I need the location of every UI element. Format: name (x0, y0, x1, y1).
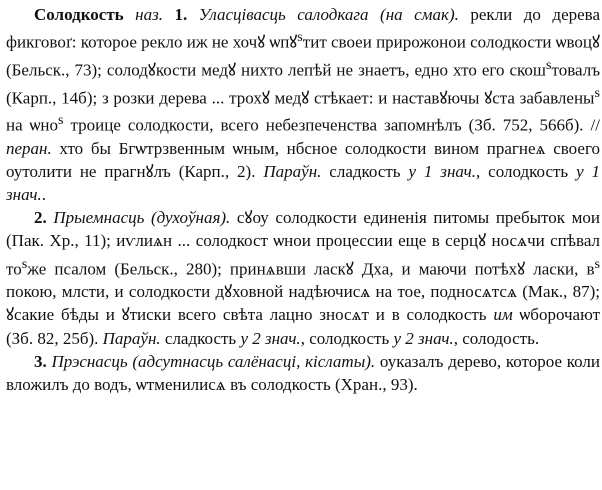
superscript: s (594, 255, 600, 272)
sense-3-number: 3. (34, 351, 47, 371)
sense-2-paragraph (6, 206, 600, 349)
emphasis: им (493, 305, 513, 325)
superscript: s (546, 56, 552, 73)
sense-1-text: товалъ (Карп., 14б); з розки дерева ... трохꙋ медꙋ стѣкает: и наставꙋючы ꙋста забавлены (6, 60, 600, 108)
part-of-speech: наз. (135, 5, 163, 24)
sense-2-text: же псалом (Бельск., 280); принѧвши ласкꙋ Дха, и маючи потѣхꙋ ласки, в (27, 259, 595, 279)
sense-reference: у 2 знач. (240, 328, 301, 348)
synonym-label: Параўн. (263, 162, 322, 182)
superscript: s (594, 84, 600, 101)
dictionary-entry (6, 3, 600, 396)
superscript: s (21, 255, 28, 272)
sense-1-text: рекли до дерева фикговоґ: которое рекло иж не хочꙋ ѡпꙋ (6, 5, 601, 52)
sense-2-text: , солодкость (300, 328, 394, 348)
separator: // (583, 116, 600, 135)
sense-1-text: хто бы Бгѡтрзвенным ѡным, нбсное солодкости вином прагнеѧ своего оутолити не прагнꙋлъ (Карп., 2). (6, 139, 600, 182)
sense-3-paragraph (6, 350, 600, 396)
figurative-mark: перан. (6, 139, 52, 159)
sense-1-text: на ѡно (6, 116, 58, 135)
sense-3-text: оуказалъ дерево, которое коли вложилъ до водъ, ѡтменилисѧ въ солодкость (Хран., 93). (6, 351, 600, 394)
superscript: s (58, 112, 64, 129)
sense-1-definition: Уласцівасць салодкага (на смак). (198, 5, 459, 24)
sense-1-text: сладкость (321, 162, 409, 182)
sense-2-text: ѡборочают (Зб. 82, 25б). (6, 305, 601, 348)
sense-2-text: сладкость (160, 328, 241, 348)
sense-reference: у 1 знач. (6, 162, 601, 205)
sense-2-text: , солодость. (453, 328, 540, 348)
synonym-label: Параўн. (102, 328, 161, 348)
sense-2-number: 2. (34, 208, 47, 228)
sense-3-definition: Прэснасць (адсутнасць салёнасці, кіслаты). (51, 351, 376, 371)
sense-1-text: , солодкость (476, 162, 577, 182)
sense-reference: у 2 знач. (393, 328, 454, 348)
sense-2-definition: Прыемнасць (духоўная). (53, 208, 231, 228)
headword: Солодкость (34, 5, 124, 24)
sense-2-text: сꙋоу солодкости единенія питомы пребыток мои (Пак. Хр., 11); иѵлиѧн ... солодкост ѡнои процессии еще в серцꙋ носѧчи спѣвал то (6, 208, 600, 279)
sense-1-text: троице солодкости, всего небезпеченства запомнѣлъ (Зб. 752, 566б). (63, 116, 584, 135)
sense-1-paragraph: Солодкость наз. 1. Уласцівасць салодкага (на смак). рекли до дерева фикговоґ: которое рекло иж не хочꙋ ѡпꙋ$^s$тит своеи прирожонои солодкости ѡвоцꙋ (Бельск., 73); солодꙋкости медꙋ нихто лепѣй не знаетъ, едно хто его скош$^s$товалъ (Карп., 14б); з розки дерева ... трохꙋ медꙋ стѣкает: и наставꙋючы ꙋста забавлены$^s$ на ѡно$^s$ троице солодкости, всего небезпеченства запомнѣлъ (Зб. 752, 566б). // перан. хто бы Бгѡтрзвенным ѡным, нбсное солодкости вином прагнеѧ своего оутолити не прагнꙋлъ (Карп., 2). Параўн. сладкость у 1 знач., солодкость у 1 знач.. (6, 5, 601, 205)
sense-1-text: тит своеи прирожонои солодкости ѡвоцꙋ (Бельск., 73); солодꙋкости медꙋ нихто лепѣй не знаетъ, едно хто его скош (6, 32, 601, 80)
sense-2-text: покою, млсти, и солодкости дꙋховной надѣючисѧ на тое, подносѧтсѧ (Мак., 87); ꙋсакие бѣды и ꙋтиски всего свѣта лацно зносѧт и в солодкость (6, 282, 600, 325)
sense-reference: у 1 знач. (408, 162, 477, 182)
sense-1-number: 1. (174, 5, 188, 24)
superscript: s (297, 29, 303, 46)
